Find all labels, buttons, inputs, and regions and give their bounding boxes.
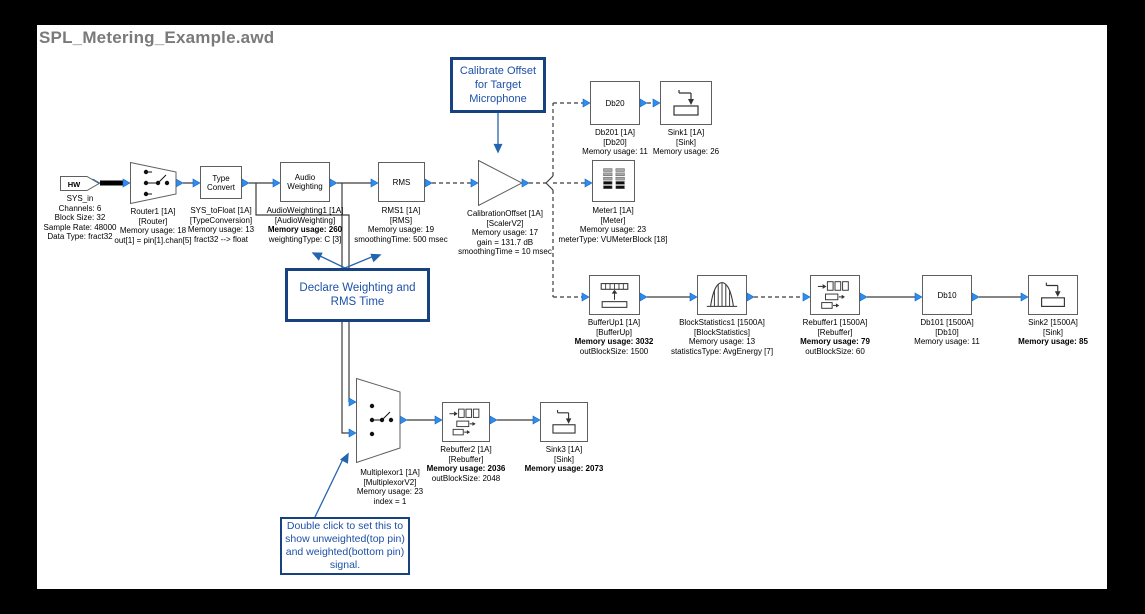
caption-audioweighting: AudioWeighting1 [1A] [AudioWeighting] Memory usage: 260 weightingType: C [3] [266,206,344,244]
pin-rebuffer1-out [860,293,867,301]
bufferup-icon [590,276,639,314]
block-bufferup[interactable] [589,275,640,315]
caption-typeconvert: SYS_toFloat [1A] [TypeConversion] Memory usage: 13 fract32 --> float [187,206,255,244]
pin-sink1-in [653,99,660,107]
caption-multiplexor: Multiplexor1 [1A] [MultiplexorV2] Memory usage: 23 index = 1 [356,468,424,506]
block-rms[interactable] [378,162,425,202]
pin-multiplexor-in-bottom [349,429,356,437]
router-icon [130,162,177,204]
caption-hw: SYS_in Channels: 6 Block Size: 32 Sample Rate: 48000 Data Type: fract32 [43,194,117,242]
block-hw-input[interactable] [60,176,100,191]
caption-meter: Meter1 [1A] [Meter] Memory usage: 23 meterType: VUMeterBlock [18] [558,206,668,244]
pin-router-out [176,179,183,187]
pin-calibration-out [522,179,529,187]
block-meter[interactable] [592,160,635,202]
pin-sink2-in [1021,293,1028,301]
arrow-declare-left [318,255,345,268]
rebuffer-icon [443,403,489,441]
caption-rebuffer2: Rebuffer2 [1A] [Rebuffer] Memory usage: 2036 outBlockSize: 2048 [426,445,506,483]
hw-label: HW [67,180,81,189]
pin-bufferup-out [640,293,647,301]
block-calibration-offset[interactable] [478,160,523,206]
caption-rms: RMS1 [1A] [RMS] Memory usage: 19 smoothingTime: 500 msec [354,206,448,244]
pin-db10-out [972,293,979,301]
callout-calibrate-offset[interactable]: Calibrate Offset for Target Microphone [450,57,546,113]
pin-bufferup-in [582,293,589,301]
audioweighting-label: Audio Weighting [287,173,323,191]
block-db10[interactable] [922,275,972,315]
wire-junction-fork [546,176,553,190]
pin-rebuffer2-in [435,416,442,424]
pin-sink3-in [533,416,540,424]
pin-audioweighting-in [273,179,280,187]
db10-label: Db10 [937,290,957,300]
pin-db20-out [640,99,647,107]
pin-rms-in [371,179,378,187]
caption-bufferup: BufferUp1 [1A] [BufferUp] Memory usage: 3032 outBlockSize: 1500 [574,318,654,356]
pin-rms-out [425,179,432,187]
pin-multiplexor-out [400,416,407,424]
block-db20[interactable] [590,81,640,125]
caption-sink1: Sink1 [1A] [Sink] Memory usage: 26 [652,128,720,157]
caption-blockstatistics: BlockStatistics1 [1500A] [BlockStatistics] Memory usage: 13 statisticsType: AvgEnergy [7] [670,318,774,356]
sink-icon [541,403,587,441]
pin-db20-in [583,99,590,107]
block-sink2[interactable] [1028,275,1078,315]
callout-double-click[interactable]: Double click to set this to show unweighted(top pin) and weighted(bottom pin) signal. [280,517,410,575]
pin-blockstats-out [747,293,754,301]
caption-sink3: Sink3 [1A] [Sink] Memory usage: 2073 [524,445,604,474]
vu-meter-icon [593,161,634,201]
pin-db10-in [915,293,922,301]
arrowhead-declare-right [371,255,380,262]
pin-blockstats-in [690,293,697,301]
pin-router-in [123,179,130,187]
caption-db10: Db101 [1500A] [Db10] Memory usage: 11 [914,318,980,347]
block-sink3[interactable] [540,402,588,442]
histogram-icon [698,276,746,314]
pin-multiplexor-in-top [349,398,356,406]
caption-sink2: Sink2 [1500A] [Sink] Memory usage: 85 [1018,318,1088,347]
page-title: SPL_Metering_Example.awd [39,28,275,47]
caption-db20: Db201 [1A] [Db20] Memory usage: 11 [582,128,648,157]
rms-label: RMS [392,177,411,187]
hw-shape-icon [60,176,100,191]
block-blockstatistics[interactable] [697,275,747,315]
block-typeconvert[interactable] [200,166,242,199]
pin-typeconvert-in [193,179,200,187]
rebuffer-icon [811,276,859,314]
block-audioweighting[interactable] [280,162,330,202]
block-router[interactable] [130,162,177,204]
pin-audioweighting-out [330,179,337,187]
sink-icon [661,82,711,124]
diagram-canvas[interactable] [37,25,1107,589]
block-rebuffer1[interactable] [810,275,860,315]
db20-label: Db20 [605,98,625,108]
pin-calibration-in [471,179,478,187]
pin-typeconvert-out [242,179,249,187]
typeconvert-label: Type Convert [206,173,235,192]
caption-calibration: CalibrationOffset [1A] [ScalerV2] Memory usage: 17 gain = 131.7 dB smoothingTime = 10 msec [458,209,552,257]
arrowhead-declare-left [313,253,322,260]
pin-rebuffer2-out [490,416,497,424]
pin-meter-in [585,179,592,187]
scaler-triangle-icon [478,160,523,206]
caption-rebuffer1: Rebuffer1 [1500A] [Rebuffer] Memory usage: 79 outBlockSize: 60 [800,318,870,356]
callout-declare-weighting[interactable]: Declare Weighting and RMS Time [285,268,430,322]
sink-icon [1029,276,1077,314]
block-rebuffer2[interactable] [442,402,490,442]
arrowhead-calibrate [495,145,502,153]
pin-rebuffer1-in [803,293,810,301]
block-sink1[interactable] [660,81,712,125]
caption-router: Router1 [1A] [Router] Memory usage: 18 out[1] = pin[1].chan[5] [114,207,192,245]
